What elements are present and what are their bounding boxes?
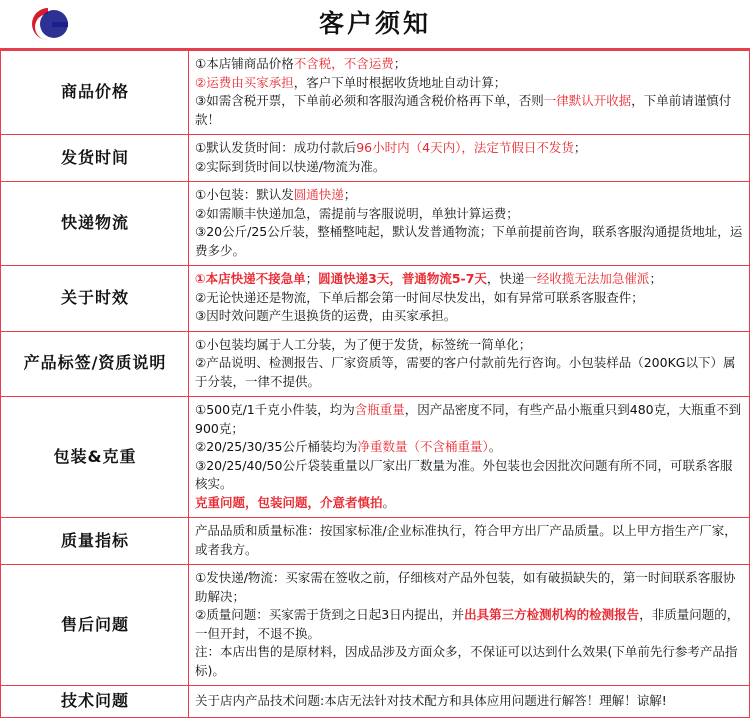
content-segment: 运费由买家承担: [206, 74, 294, 90]
table-row: [1, 51, 750, 135]
row-label: 产品标签/资质说明: [1, 331, 189, 397]
content-line: [195, 223, 744, 260]
content-segment: 一经收揽无法加急催派: [524, 271, 650, 286]
row-label: 售后问题: [1, 565, 189, 686]
content-line: [195, 139, 744, 158]
content-segment: 注：本店出售的是原材料，因成品涉及方面众多，不保证可以达到什么效果(下单前先行参考产品指标)。: [195, 644, 738, 678]
content-segment: 不含税，不含运费: [293, 56, 394, 71]
table-row: [1, 135, 750, 182]
content-segment: 一律默认开收据: [543, 93, 632, 108]
content-segment: ②实际到货时间以快递/物流为准。: [195, 158, 386, 174]
table-row: [1, 266, 750, 332]
content-segment: ；: [393, 56, 407, 71]
row-label: 快递物流: [1, 182, 189, 266]
content-segment: ③因时效问题产生退换货的运费，由买家承担。: [195, 308, 457, 323]
content-segment: 净重数量（不含桶重量）: [357, 439, 489, 454]
content-line: [195, 354, 744, 391]
content-segment: ③20公斤/25公斤装，整桶整吨起，默认发普通物流；下单前提前咨询，联系客服沟通提货地址，运费多少。: [195, 224, 743, 258]
content-segment: ；: [305, 271, 319, 286]
content-line: [195, 569, 744, 606]
table-row: [1, 397, 750, 518]
content-line: [195, 522, 744, 559]
content-segment: ，快递: [486, 271, 525, 286]
row-content: [189, 135, 750, 182]
row-content: [189, 51, 750, 135]
content-line: [195, 336, 744, 355]
content-segment: 产品品质和质量标准：按国家标准/企业标准执行，符合甲方出厂产品质量。以上甲方指生产厂家，或者我方。: [195, 523, 737, 557]
page-header: [0, 0, 750, 50]
content-segment: ②产品说明、检测报告、厂家资质等，需要的客户付款前先行咨询。小包装样品（200KG以下）属于分装，一律不提供。: [195, 355, 736, 389]
notice-table-body: [1, 51, 750, 718]
content-segment: ②: [195, 74, 207, 90]
content-line: [195, 289, 744, 308]
content-segment: 克重问题，包装问题，介意者慎拍: [195, 494, 383, 510]
row-label: 商品价格: [1, 51, 189, 135]
content-segment: ；: [649, 271, 662, 286]
row-content: [189, 518, 750, 565]
content-line: [195, 55, 744, 74]
content-segment: ，下单前请谨慎付款！: [195, 93, 732, 127]
table-row: [1, 518, 750, 565]
row-label: 关于时效: [1, 266, 189, 332]
content-segment: ②无论快递还是物流，下单后都会第一时间尽快发出，如有异常可联系客服查件；: [195, 289, 644, 305]
notice-table: [0, 50, 750, 718]
content-segment: 关于店内产品技术问题:本店无法针对技术配方和具体应用问题进行解答！理解！谅解!: [195, 692, 667, 708]
content-segment: ；: [343, 187, 357, 202]
content-segment: ①本店铺商品价格: [195, 56, 294, 71]
content-segment: ②质量问题：买家需于货到之日起3日内提出，并: [195, 607, 465, 622]
row-content: [189, 266, 750, 332]
content-line: [195, 401, 744, 438]
content-segment: ；: [573, 140, 587, 155]
table-row: [1, 182, 750, 266]
content-segment: ①小包装均属于人工分装，为了便于发货，标签统一简单化；: [195, 336, 532, 352]
content-segment: ，非质量问题的，一但开封，不退不换。: [195, 607, 740, 641]
content-segment: 96小时内（4天内），法定节假日不发货: [356, 140, 574, 155]
table-row: [1, 331, 750, 397]
content-line: [195, 205, 744, 224]
row-label: 技术问题: [1, 686, 189, 718]
content-segment: 。: [488, 439, 502, 454]
content-segment: ，因产品密度不同，有些产品小瓶重只到480克，大瓶重不到900克；: [195, 402, 742, 436]
content-line: [195, 92, 744, 129]
content-line: [195, 307, 744, 326]
content-line: [195, 457, 744, 494]
row-label: 发货时间: [1, 135, 189, 182]
content-segment: 。: [382, 494, 396, 510]
content-line: [195, 74, 744, 93]
row-label: 质量指标: [1, 518, 189, 565]
page-title: 客户须知: [318, 9, 431, 38]
content-segment: ③20/25/40/50公斤袋装重量以厂家出厂数量为准。外包装也会因批次问题有所不同，可联系客服核实。: [195, 457, 733, 491]
content-segment: 出具第三方检测机构的检测报告: [464, 607, 640, 622]
row-content: [189, 182, 750, 266]
content-segment: ①: [195, 271, 206, 286]
content-line: [195, 643, 744, 680]
content-line: [195, 438, 744, 457]
content-segment: ，客户下单时根据收货地址自动计算；: [293, 74, 507, 90]
content-line: [195, 606, 744, 643]
content-segment: ①发快递/物流：买家需在签收之前，仔细核对产品外包装，如有破损缺失的，第一时间联系客服协助解决；: [195, 570, 736, 604]
content-segment: 圆通快递3天，普通物流5-7天: [318, 271, 487, 286]
content-segment: ②如需顺丰快递加急，需提前与客服说明，单独计算运费；: [195, 205, 519, 221]
content-segment: 圆通快递: [293, 187, 344, 202]
table-row: [1, 686, 750, 718]
table-row: [1, 565, 750, 686]
row-content: [189, 565, 750, 686]
row-content: [189, 331, 750, 397]
content-segment: 含瓶重量: [354, 402, 405, 417]
content-segment: ①默认发货时间：成功付款后: [195, 140, 357, 155]
content-line: [195, 494, 744, 513]
row-label: 包装&克重: [1, 397, 189, 518]
content-segment: ①500克/1千克小件装，均为: [195, 402, 355, 417]
content-segment: ①小包装：默认发: [195, 187, 294, 202]
content-line: [195, 692, 744, 711]
content-line: [195, 158, 744, 177]
content-segment: ②20/25/30/35公斤桶装均为: [195, 439, 358, 454]
content-segment: 本店快递不接急单: [205, 271, 306, 286]
row-content: [189, 686, 750, 718]
content-segment: ③如需含税开票，下单前必须和客服沟通含税价格再下单，否则: [195, 93, 544, 108]
content-line: [195, 270, 744, 289]
row-content: [189, 397, 750, 518]
content-line: [195, 186, 744, 205]
